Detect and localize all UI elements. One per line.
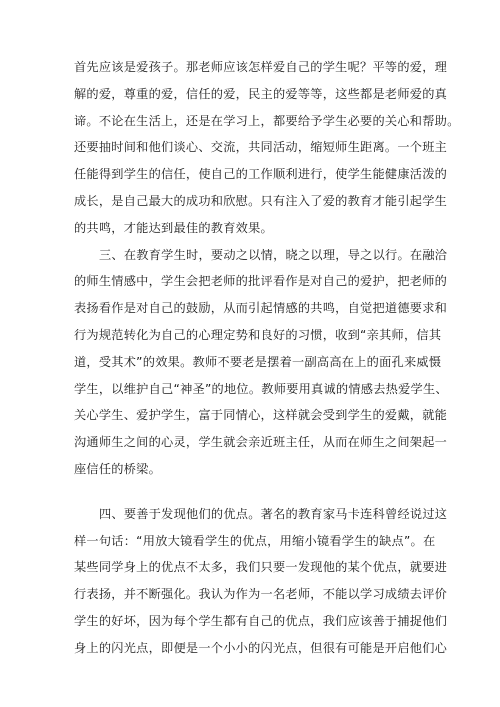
text-line: 座信任的桥梁。 xyxy=(74,461,162,476)
paragraph-four-strengths xyxy=(74,501,448,662)
text-line: 解的爱，尊重的爱，信任的爱，民主的爱等等，这些都是老师爱的真 xyxy=(74,86,448,101)
text-line: 某些同学身上的优点不太多，我们只要一发现他的某个优点，就要进 xyxy=(74,560,448,575)
text-line: 的共鸣，才能达到最佳的教育效果。 xyxy=(74,220,273,235)
text-line: 还要抽时间和他们谈心、交流，共同活动，缩短师生距离。一个班主 xyxy=(74,140,448,155)
text-line: 成长，是自己最大的成功和欣慰。只有注入了爱的教育才能引起学生 xyxy=(74,193,448,208)
text-line: 谛。不论在生活上，还是在学习上，都要给予学生必要的关心和帮助。 xyxy=(74,113,460,128)
text-line: 样一句话：“用放大镜看学生的优点，用缩小镜看学生的缺点”。在 xyxy=(74,533,436,548)
paragraph-gap xyxy=(74,483,436,501)
text-line: 沟通师生之间的心灵，学生就会亲近班主任，从而在师生之间架起一 xyxy=(74,435,448,450)
text-line: 行为规范转化为自己的心理定势和良好的习惯，收到“亲其师，信其 xyxy=(74,327,442,342)
text-line: 表扬看作是对自己的鼓励，从而引起情感的共鸣，自觉把道德要求和 xyxy=(74,301,448,316)
text-line: 行表扬，并不断强化。我认为作为一名老师，不能以学习成绩去评价 xyxy=(74,587,448,602)
body-text xyxy=(74,54,460,662)
text-line: 的师生情感中，学生会把老师的批评看作是对自己的爱护，把老师的 xyxy=(74,274,448,289)
text-line: 学生，以维护自己“神圣”的地位。教师要用真诚的情感去热爱学生、 xyxy=(74,381,448,396)
text-line: 四、要善于发现他们的优点。著名的教育家马卡连科曾经说过这 xyxy=(99,506,448,521)
text-line: 关心学生、爱护学生，富于同情心，这样就会受到学生的爱戴，就能 xyxy=(74,408,448,423)
paragraph-three-emotion xyxy=(74,242,448,483)
text-line: 首先应该是爱孩子。那老师应该怎样爱自己的学生呢？平等的爱，理 xyxy=(74,60,448,74)
text-line: 三、在教育学生时，要动之以情，晓之以理，导之以行。在融洽 xyxy=(99,247,448,262)
text-line: 身上的闪光点，即便是一个小小的闪光点，但很有可能是开启他们心 xyxy=(74,640,448,655)
paragraph-love-students xyxy=(74,54,460,242)
text-line: 道，受其术”的效果。教师不要老是摆着一副高高在上的面孔来威慑 xyxy=(74,354,442,369)
text-line: 学生的好坏，因为每个学生都有自己的优点，我们应该善于捕捉他们 xyxy=(74,613,448,628)
text-line: 任能得到学生的信任，使自己的工作顺利进行，使学生能健康活泼的 xyxy=(74,167,448,182)
